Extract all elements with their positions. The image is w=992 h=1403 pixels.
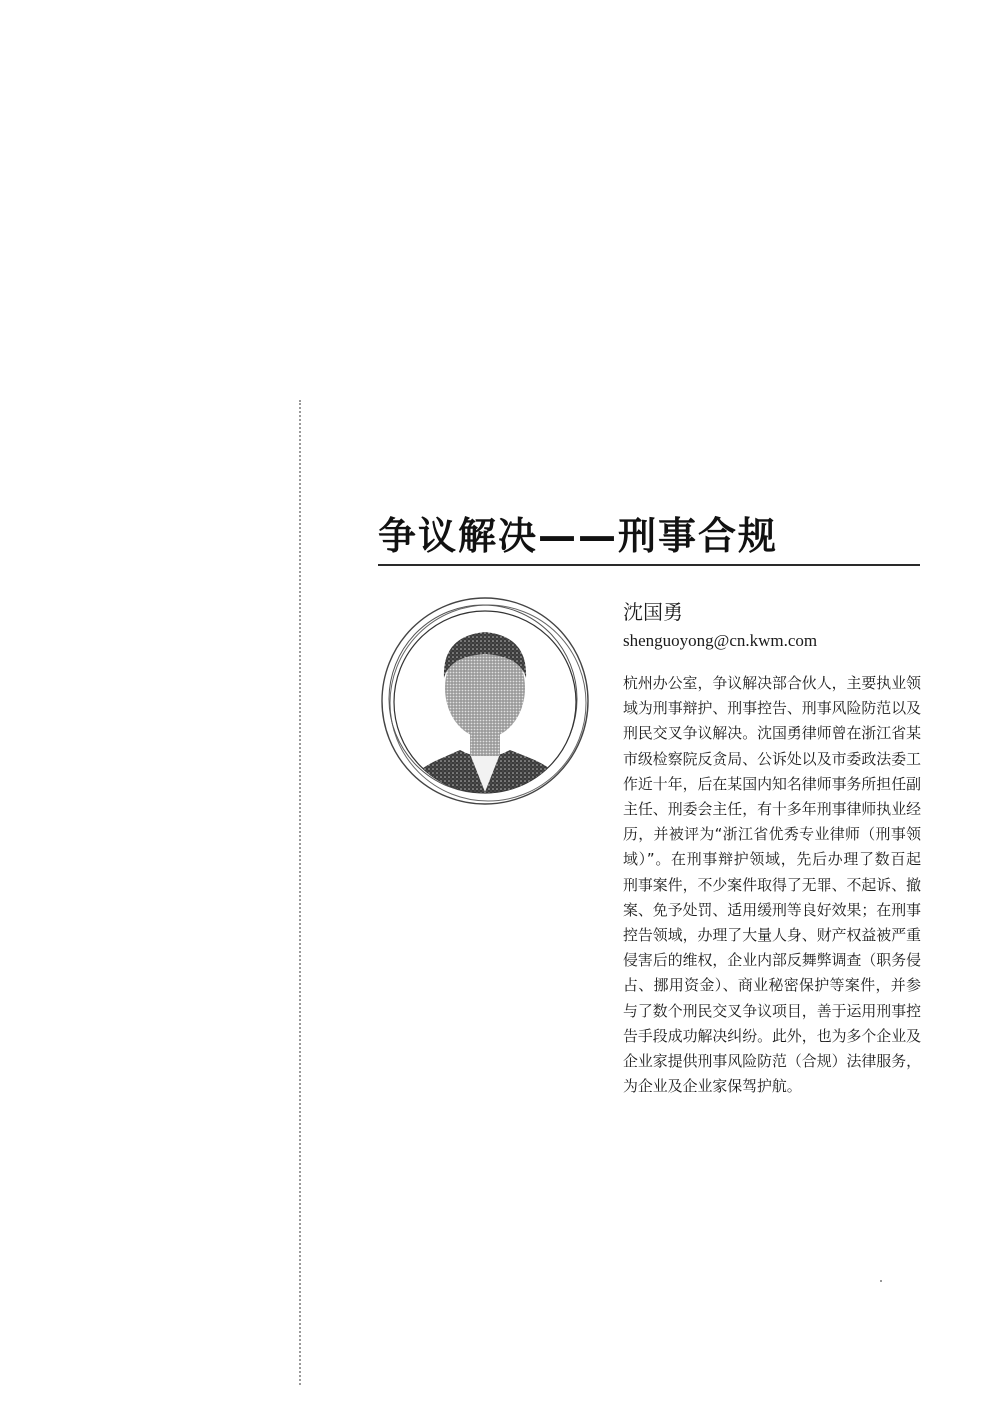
portrait-photo [380,596,590,806]
section-title: 争议解决——刑事合规 [378,514,779,558]
title-underline [378,564,920,566]
page-margin-rule [299,400,301,1385]
page-mark [880,1280,882,1282]
biography-text: 杭州办公室，争议解决部合伙人，主要执业领域为刑事辩护、刑事控告、刑事风险防范以及刑民交叉争议解决。沈国勇律师曾在浙江省某市级检察院反贪局、公诉处以及市委政法委工作近十年，后在某国内知名律师事务所担任副主任、刑委会主任，有十多年刑事律师执业经历，并被评为“浙江省优秀专业律师（刑事领域）”。在刑事辩护领域，先后办理了数百起刑事案件，不少案件取得了无罪、不起诉、撤案、免予处罚、适用缓刑等良好效果；在刑事控告领域，办理了大量人身、财产权益被严重侵害后的维权，企业内部反舞弊调查（职务侵占、挪用资金）、商业秘密保护等案件，并参与了数个刑民交叉争议项目，善于运用刑事控告手段成功解决纠纷。此外，也为多个企业及企业家提供刑事风险防范（合规）法律服务，为企业及企业家保驾护航。 [623,674,921,1096]
email-address[interactable]: shenguoyong@cn.kwm.com [623,631,818,650]
lawyer-name: 沈国勇 [623,600,683,624]
